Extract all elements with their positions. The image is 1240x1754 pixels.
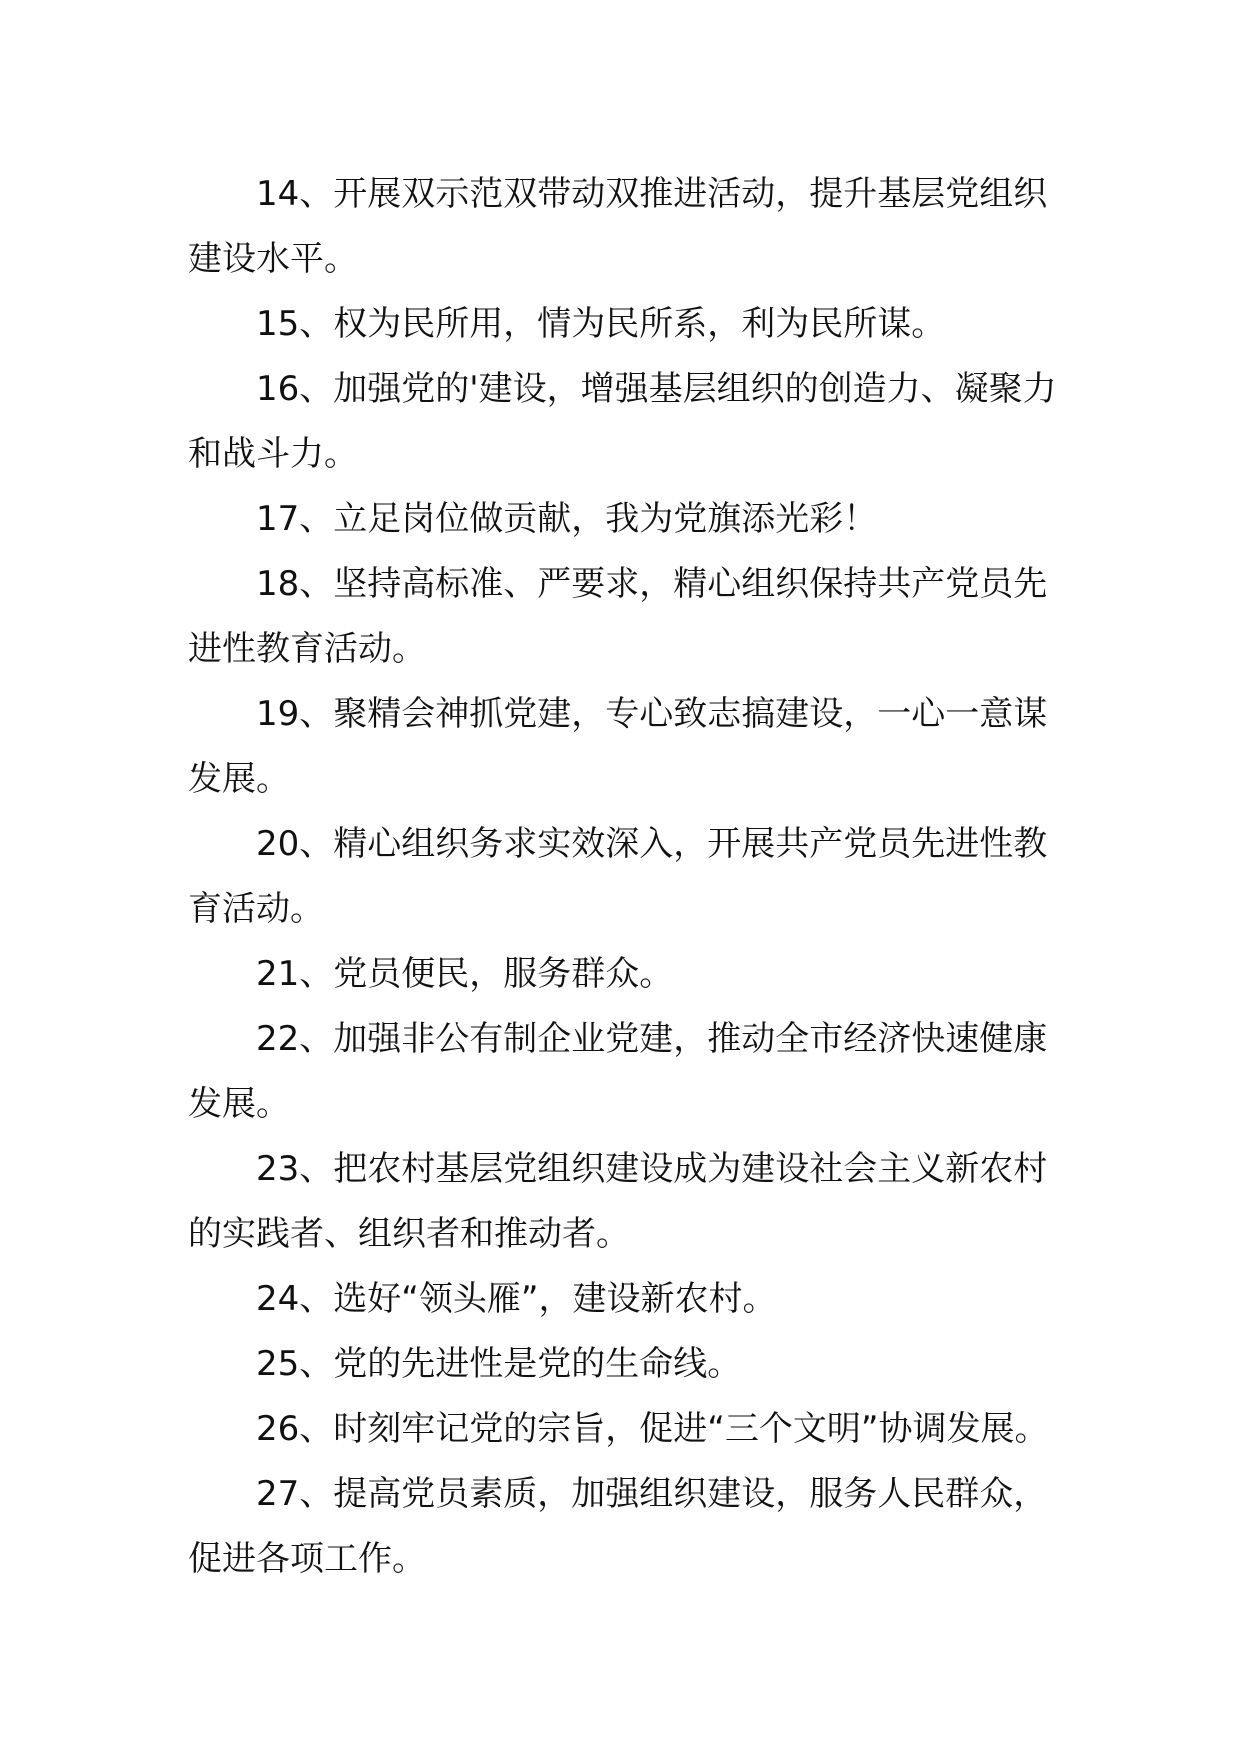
paragraph-25: 25、党的先进性是党的生命线。: [256, 1344, 742, 1384]
document-body: [188, 162, 1068, 1592]
paragraph-22: 22、加强非公有制企业党建，推动全市经济快速健康发展。: [188, 1019, 1048, 1124]
paragraph-19: 19、聚精会神抓党建，专心致志搞建设，一心一意谋发展。: [188, 694, 1048, 799]
paragraph-17: 17、立足岗位做贡献，我为党旗添光彩！: [256, 499, 878, 539]
paragraph-26: 26、时刻牢记党的宗旨，促进“三个文明”协调发展。: [256, 1409, 1049, 1449]
paragraph-14: 14、开展双示范双带动双推进活动，提升基层党组织建设水平。: [188, 174, 1048, 279]
paragraph-27: 27、提高党员素质，加强组织建设，服务人民群众，促进各项工作。: [188, 1474, 1048, 1579]
paragraph-15: 15、权为民所用，情为民所系，利为民所谋。: [256, 304, 946, 344]
paragraph-16: 16、加强党的'建设，增强基层组织的创造力、凝聚力和战斗力。: [188, 369, 1057, 474]
paragraph-23: 23、把农村基层党组织建设成为建设社会主义新农村的实践者、组织者和推动者。: [188, 1149, 1048, 1254]
paragraph-20: 20、精心组织务求实效深入，开展共产党员先进性教育活动。: [188, 824, 1048, 929]
paragraph-24: 24、选好“领头雁”，建设新农村。: [256, 1279, 777, 1319]
paragraph-21: 21、党员便民，服务群众。: [256, 954, 674, 994]
paragraph-18: 18、坚持高标准、严要求，精心组织保持共产党员先进性教育活动。: [188, 564, 1048, 669]
